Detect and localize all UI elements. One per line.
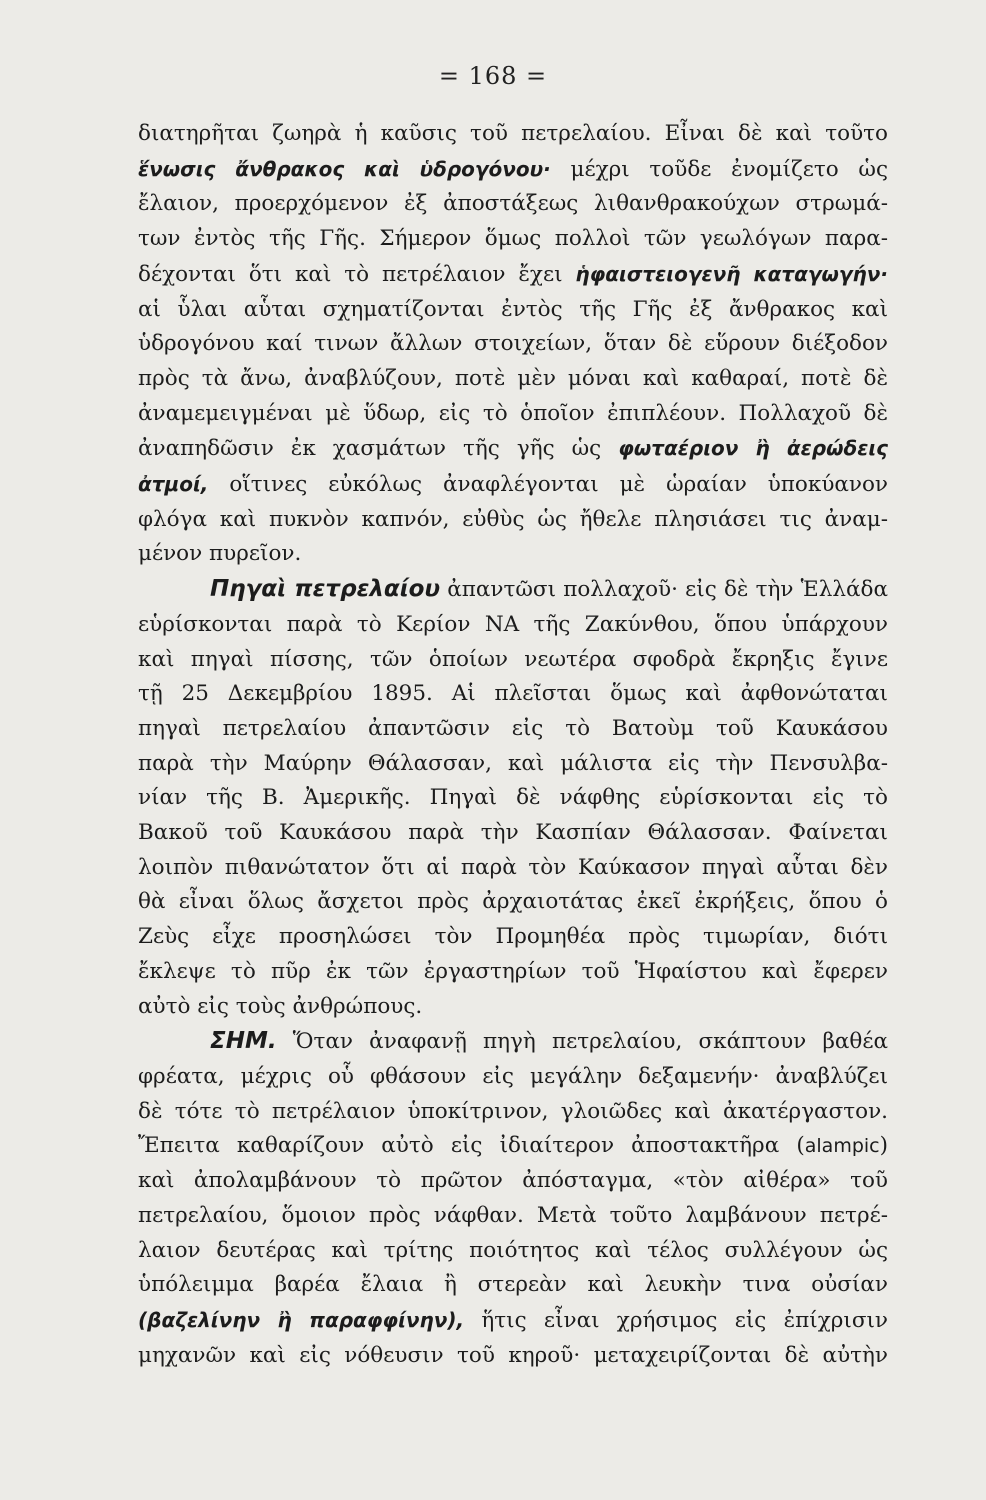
text-line: Βακοῦ τοῦ Καυκάσου παρὰ τὴν Κασπίαν Θάλασσαν. Φαίνεται [138, 820, 888, 846]
text-line: καὶ ἀπολαμβάνουν τὸ πρῶτον ἀπόσταγμα, «τὸν αἰθέρα» τοῦ [138, 1168, 888, 1194]
page-number: = 168 = [438, 62, 548, 90]
text-line: ἀναπηδῶσιν ἐκ χασμάτων τῆς γῆς ὡς φωταέριον ἢ ἀερώδεις [138, 436, 888, 462]
text-line: δέχονται ὅτι καὶ τὸ πετρέλαιον ἔχει ἡφαιστειογενῆ καταγωγήν· [138, 261, 888, 287]
text-line: παρὰ τὴν Μαύρην Θάλασσαν, καὶ μάλιστα εἰς τὴν Πενσυλβα- [138, 750, 888, 776]
text-line: ἕνωσις ἄνθρακος καὶ ὑδρογόνου· μέχρι τοῦδε ἐνομίζετο ὡς [138, 156, 888, 182]
text-line: (βαζελίνην ἢ παραφφίνην), ἥτις εἶναι χρήσιμος εἰς ἐπίχρισιν [138, 1307, 888, 1333]
text-line: αἱ ὗλαι αὗται σχηματίζονται ἐντὸς τῆς Γῆς ἐξ ἄνθρακος καὶ [138, 296, 888, 322]
text-line: καὶ πηγαὶ πίσσης, τῶν ὁποίων νεωτέρα σφοδρὰ ἔκρηξις ἔγινε [138, 646, 888, 672]
text-line: των ἐντὸς τῆς Γῆς. Σήμερον ὅμως πολλοὶ τῶν γεωλόγων παρα- [138, 226, 888, 252]
text-line: φλόγα καὶ πυκνὸν καπνόν, εὐθὺς ὡς ἤθελε πλησιάσει τις ἀναμ- [138, 506, 888, 532]
latin-term: alampic [804, 1135, 880, 1158]
emphasis-term: (βαζελίνην ἢ παραφφίνην), [138, 1307, 465, 1332]
text-line: Ἔπειτα καθαρίζουν αὐτὸ εἰς ἰδιαίτερον ἀποστακτῆρα (alampic) [138, 1133, 888, 1159]
text-line: διατηρῆται ζωηρὰ ἡ καῦσις τοῦ πετρελαίου. Εἶναι δὲ καὶ τοῦτο [138, 121, 888, 146]
text-line: νίαν τῆς Β. Ἀμερικῆς. Πηγαὶ δὲ νάφθης εὑρίσκονται εἰς τὸ [138, 785, 888, 811]
text-line: δὲ τότε τὸ πετρέλαιον ὑποκίτρινον, γλοιῶδες καὶ ἀκατέργαστον. [138, 1098, 888, 1124]
emphasis-term: ἀτμοί, [138, 472, 209, 497]
text-line: ἔλαιον, προερχόμενον ἐξ ἀποστάξεως λιθανθρακούχων στρωμά- [138, 191, 888, 217]
emphasis-term: ἕνωσις ἄνθρακος καὶ ὑδρογόνου· [138, 156, 551, 181]
text-line: εὑρίσκονται παρὰ τὸ Κερίον ΝΑ τῆς Ζακύνθου, ὅπου ὑπάρχουν [138, 611, 888, 637]
note-label: ΣΗΜ. [210, 1028, 277, 1055]
text-line: πετρελαίου, ὅμοιον πρὸς νάφθαν. Μετὰ τοῦτο λαμβάνουν πετρέ- [138, 1202, 888, 1228]
emphasis-term: φωταέριον ἢ ἀερώδεις [618, 436, 888, 461]
text-line: ὑπόλειμμα βαρέα ἔλαια ἢ στερεὰν καὶ λευκὴν τινα οὐσίαν [138, 1272, 888, 1298]
text-line: ΣΗΜ. Ὅταν ἀναφανῇ πηγὴ πετρελαίου, σκάπτουν βαθέα [210, 1028, 888, 1055]
text-line: πρὸς τὰ ἄνω, ἀναβλύζουν, ποτὲ μὲν μόναι καὶ καθαραί, ποτὲ δὲ [138, 365, 888, 391]
text-line: λοιπὸν πιθανώτατον ὅτι αἱ παρὰ τὸν Καύκασον πηγαὶ αὗται δὲν [138, 854, 888, 880]
text-line: πηγαὶ πετρελαίου ἀπαντῶσιν εἰς τὸ Βατοὺμ τοῦ Καυκάσου [138, 715, 888, 741]
text-line: αὐτὸ εἰς τοὺς ἀνθρώπους. [138, 993, 423, 1019]
text-line: Ζεὺς εἶχε προσηλώσει τὸν Προμηθέα πρὸς τιμωρίαν, διότι [138, 924, 888, 950]
body-text [138, 117, 888, 1373]
text-line: μένον πυρεῖον. [138, 541, 302, 567]
section-heading: Πηγαὶ πετρελαίου [210, 576, 441, 603]
text-line: ἀτμοί, οἵτινες εὐκόλως ἀναφλέγονται μὲ ὡραίαν ὑποκύανον [138, 472, 888, 498]
text-line: ἔκλεψε τὸ πῦρ ἐκ τῶν ἐργαστηρίων τοῦ Ἡφαίστου καὶ ἔφερεν [138, 958, 888, 984]
text-line: φρέατα, μέχρις οὗ φθάσουν εἰς μεγάλην δεξαμενήν· ἀναβλύζει [138, 1063, 888, 1089]
text-line: θὰ εἶναι ὅλως ἄσχετοι πρὸς ἀρχαιοτάτας ἐκεῖ ἐκρήξεις, ὅπου ὁ [138, 889, 888, 915]
emphasis-term: ἡφαιστειογενῆ καταγωγήν· [575, 261, 888, 286]
text-line: ὑδρογόνου καί τινων ἄλλων στοιχείων, ὅταν δὲ εὕρουν διέξοδον [138, 331, 888, 357]
text-line: ἀναμεμειγμέναι μὲ ὕδωρ, εἰς τὸ ὁποῖον ἐπιπλέουν. Πολλαχοῦ δὲ [138, 400, 888, 426]
text-line: λαιον δευτέρας καὶ τρίτης ποιότητος καὶ τέλος συλλέγουν ὡς [138, 1237, 888, 1263]
text-line: Πηγαὶ πετρελαίου ἀπαντῶσι πολλαχοῦ· εἰς δὲ τὴν Ἑλλάδα [210, 576, 888, 603]
text-line: τῇ 25 Δεκεμβρίου 1895. Αἱ πλεῖσται ὅμως καὶ ἀφθονώταται [138, 681, 888, 707]
text-line: μηχανῶν καὶ εἰς νόθευσιν τοῦ κηροῦ· μεταχειρίζονται δὲ αὐτὴν [138, 1342, 888, 1368]
